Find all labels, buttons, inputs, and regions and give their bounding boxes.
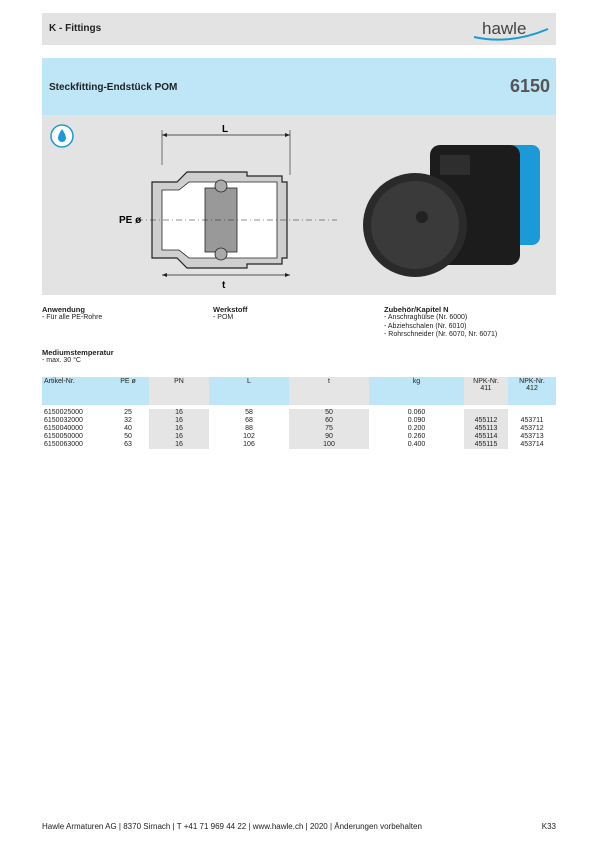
table-cell: 0.200 [407,425,426,432]
table-cell: 106 [243,441,255,448]
table-cell: 453711 [520,417,544,424]
section-medium [42,348,207,366]
product-photo [360,125,550,285]
table-cell: 40 [124,425,132,432]
th-kg: kg [369,377,464,405]
header-bar [42,13,556,45]
table-cell: 6150032000 [44,417,83,424]
dim-L-label: L [222,124,229,135]
section-item: - Abziehschalen (Nr. 6010) [384,322,467,330]
table-cell: 455113 [464,425,508,433]
table-cell: 6150025000 [44,409,83,416]
th-artikel: Artikel-Nr. [42,377,107,405]
table-row [42,425,556,433]
section-heading: Werkstoff [213,305,248,314]
table-cell: 50 [289,409,369,417]
table-body [42,409,556,449]
section-heading: Anwendung [42,305,85,314]
table-cell: 63 [124,441,132,448]
section-zubehoer [384,305,556,340]
table-cell: 60 [289,417,369,425]
table-cell: 90 [289,433,369,441]
section-item: - max. 30 °C [42,357,81,364]
table-cell: 50 [124,433,132,440]
hawle-logo [470,15,552,43]
table-cell: 455112 [464,417,508,425]
table-cell: 453712 [520,425,544,432]
article-table [42,377,556,449]
table-cell: 455115 [464,441,508,449]
table-cell: 0.400 [407,441,426,448]
table-cell: 75 [289,425,369,433]
section-item: - Für alle PE-Rohre [42,314,103,321]
table-row [42,441,556,449]
table-cell: 102 [243,433,255,440]
table-cell: 453714 [520,441,544,448]
th-pn: PN [149,377,209,405]
table-cell: 58 [245,409,253,416]
table-cell: 453713 [520,433,544,440]
table-header-row [42,377,556,405]
page-number: K33 [541,822,556,831]
table-cell: 16 [149,441,209,449]
table-cell: 88 [245,425,253,432]
table-cell: 16 [149,425,209,433]
table-cell: 16 [149,433,209,441]
table-cell: 100 [289,441,369,449]
table-cell: 0.090 [407,417,426,424]
table-cell [464,409,508,417]
table-cell: 6150040000 [44,425,83,432]
dim-PE-label: PE ø [119,215,142,226]
footer-text: Hawle Armaturen AG | 8370 Sirnach | T +41 71 969 44 22 | www.hawle.ch | 2020 | Änderungen vorbehalten [42,822,422,831]
th-npk411: NPK-Nr. 411 [464,377,508,405]
table-row [42,433,556,441]
logo-text: hawle [482,19,527,38]
table-row [42,417,556,425]
category-title: K - Fittings [49,23,102,34]
table-cell: 32 [124,417,132,424]
th-pe: PE ø [107,377,149,405]
section-werkstoff [213,305,378,323]
table-cell: 455114 [464,433,508,441]
section-item: - POM [213,314,234,321]
th-npk412: NPK-Nr. 412 [508,377,556,405]
section-item: - Rohrschneider (Nr. 6070, Nr. 6071) [384,331,498,338]
section-item: - Anschraghülse (Nr. 6000) [384,314,468,321]
table-row [42,409,556,417]
table-cell [508,409,556,417]
water-drop-icon [50,124,74,148]
table-cell: 68 [245,417,253,424]
th-t: t [289,377,369,405]
table-cell: 0.260 [407,433,426,440]
section-heading: Mediumstemperatur [42,348,114,357]
table-cell: 16 [149,409,209,417]
table-cell: 16 [149,417,209,425]
technical-drawing [117,120,352,290]
table-cell: 25 [124,409,132,416]
dim-t-label: t [222,280,226,290]
section-anwendung [42,305,207,323]
product-bar [42,58,556,115]
table-cell: 0.060 [407,409,426,416]
th-l: L [209,377,289,405]
figure-box [42,115,556,295]
table-cell: 6150063000 [44,441,83,448]
product-number: 6150 [509,76,550,96]
section-heading: Zubehör/Kapitel N [384,305,449,314]
product-title: Steckfitting-Endstück POM [49,82,178,93]
table-cell: 6150050000 [44,433,83,440]
